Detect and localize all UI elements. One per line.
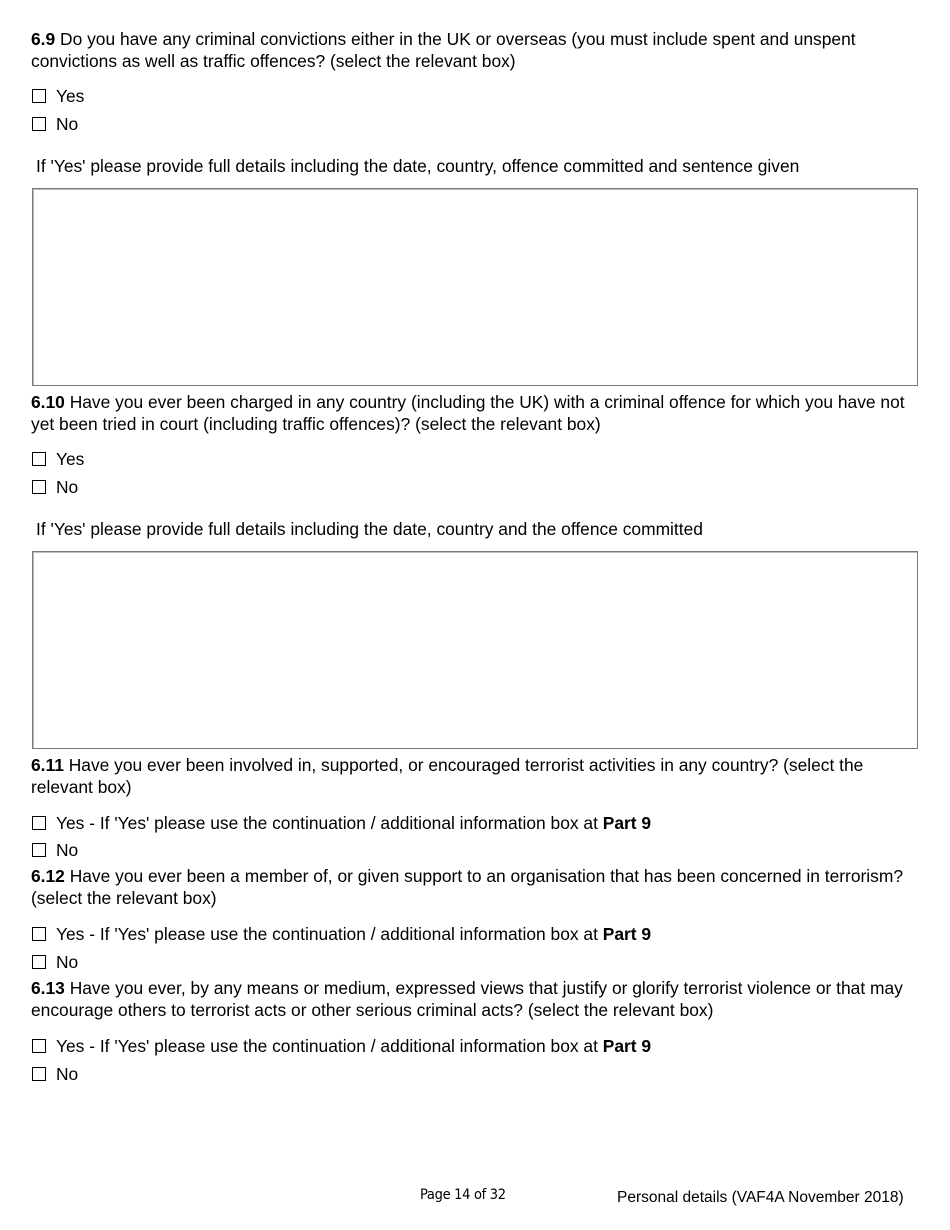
- details-prompt-6-10: If 'Yes' please provide full details including the date, country and the offence committed: [36, 519, 703, 539]
- option-label: No: [56, 114, 79, 134]
- details-field-6-9[interactable]: [32, 188, 918, 386]
- option-6-9-yes[interactable]: [32, 85, 84, 107]
- option-label: Yes: [56, 86, 85, 106]
- question-number: 6.10: [31, 392, 65, 412]
- question-text: Do you have any criminal convictions either in the UK or overseas (you must include spent and unspent convictions as well as traffic offences? (select the relevant box): [31, 29, 856, 71]
- checkbox[interactable]: [32, 117, 46, 131]
- option-6-12-yes[interactable]: [32, 923, 651, 945]
- checkbox[interactable]: [32, 89, 46, 103]
- question-text: Have you ever, by any means or medium, expressed views that justify or glorify terrorist violence or that may encourage others to terrorist acts or other serious criminal acts? (select the relevant box): [31, 978, 903, 1020]
- question-6-9: [31, 28, 923, 72]
- footer-section: Personal details (VAF4A November 2018): [617, 1189, 904, 1206]
- details-field-6-10[interactable]: [32, 551, 918, 749]
- question-number: 6.13: [31, 978, 65, 998]
- checkbox[interactable]: [32, 1039, 46, 1053]
- question-text: Have you ever been a member of, or given support to an organisation that has been concerned in terrorism? (select the relevant box): [31, 866, 904, 908]
- option-label: No: [56, 840, 79, 860]
- question-6-13: [31, 977, 923, 1021]
- page-number: Page 14 of 32: [420, 1187, 506, 1203]
- option-6-10-yes[interactable]: [32, 448, 84, 470]
- question-number: 6.12: [31, 866, 65, 886]
- option-label: Yes: [56, 449, 85, 469]
- option-label: No: [56, 477, 79, 497]
- question-6-12: [31, 865, 923, 909]
- option-6-13-no[interactable]: [32, 1063, 78, 1085]
- checkbox[interactable]: [32, 955, 46, 969]
- option-label: No: [56, 952, 79, 972]
- part-reference: Part 9: [602, 813, 652, 833]
- option-6-9-no[interactable]: [32, 113, 78, 135]
- part-reference: Part 9: [602, 1036, 652, 1056]
- checkbox[interactable]: [32, 480, 46, 494]
- option-6-11-yes[interactable]: [32, 812, 651, 834]
- option-label: Yes - If 'Yes' please use the continuation / additional information box at: [56, 924, 598, 944]
- details-prompt-6-9: If 'Yes' please provide full details including the date, country, offence committed and sentence given: [36, 156, 800, 176]
- checkbox[interactable]: [32, 1067, 46, 1081]
- question-text: Have you ever been charged in any country (including the UK) with a criminal offence for which you have not yet been tried in court (including traffic offences)? (select the relevant box): [31, 392, 905, 434]
- option-6-11-no[interactable]: [32, 839, 78, 861]
- option-6-12-no[interactable]: [32, 951, 78, 973]
- question-6-10: [31, 391, 923, 435]
- option-6-13-yes[interactable]: [32, 1035, 651, 1057]
- checkbox[interactable]: [32, 452, 46, 466]
- checkbox[interactable]: [32, 843, 46, 857]
- checkbox[interactable]: [32, 816, 46, 830]
- question-number: 6.11: [31, 755, 64, 775]
- question-text: Have you ever been involved in, supported, or encouraged terrorist activities in any country? (select the relevant box): [31, 755, 864, 797]
- part-reference: Part 9: [602, 924, 652, 944]
- option-label: Yes - If 'Yes' please use the continuation / additional information box at: [56, 813, 598, 833]
- option-label: Yes - If 'Yes' please use the continuation / additional information box at: [56, 1036, 598, 1056]
- question-number: 6.9: [31, 29, 56, 49]
- checkbox[interactable]: [32, 927, 46, 941]
- question-6-11: [31, 754, 923, 798]
- option-label: No: [56, 1064, 79, 1084]
- option-6-10-no[interactable]: [32, 476, 78, 498]
